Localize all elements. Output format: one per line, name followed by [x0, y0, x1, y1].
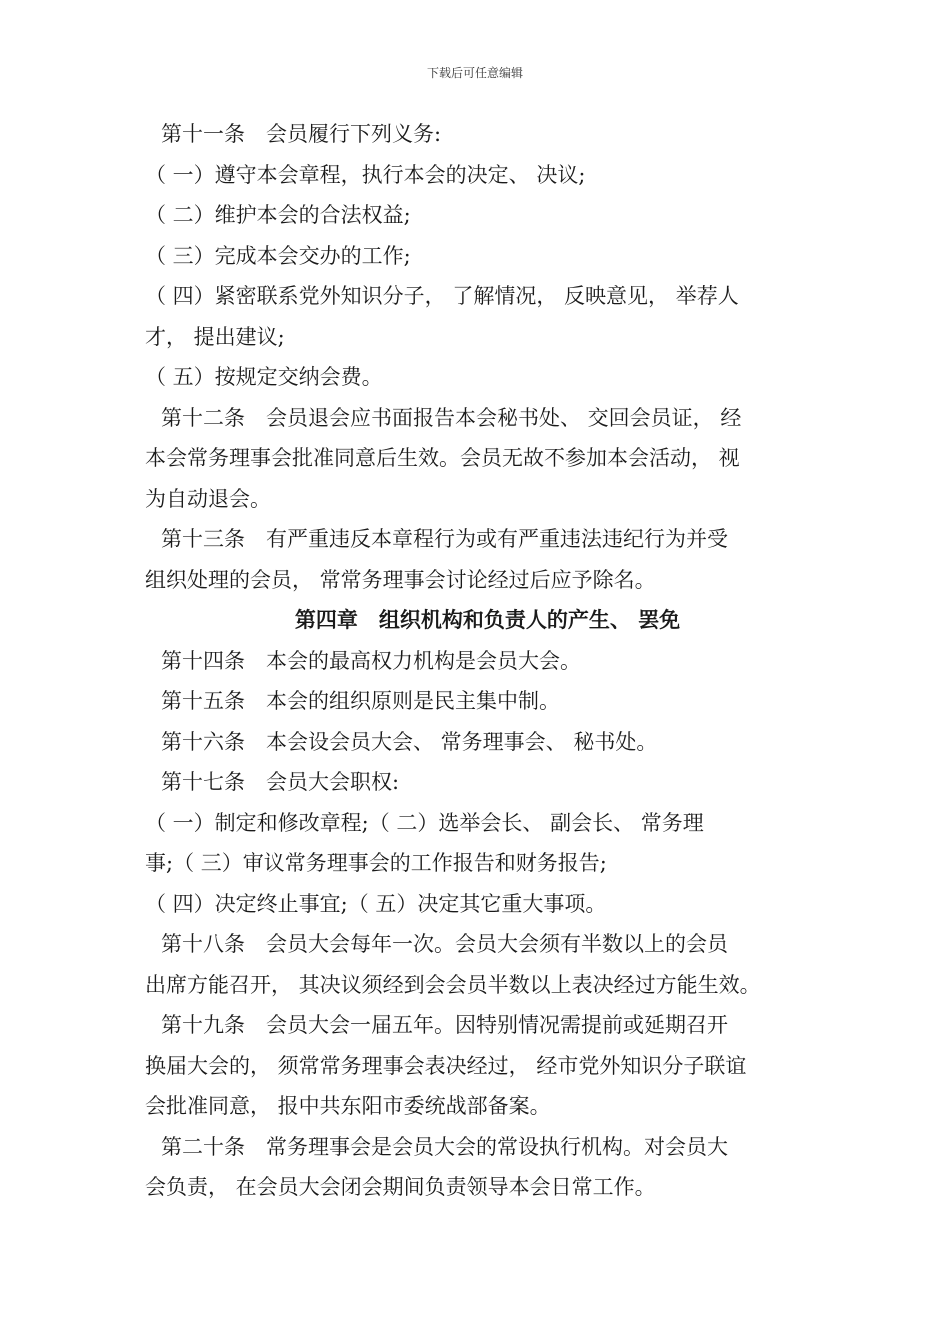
article-18-cont: 出席方能召开， 其决议须经到会会员半数以上表决经过方能生效。 — [145, 972, 761, 997]
article-19-cont: 会批准同意， 报中共东阳市委统战部备案。 — [145, 1094, 551, 1118]
article-11-item-4: （ 四）紧密联系党外知识分子， 了解情况， 反映意见， 举荐人 — [145, 284, 739, 308]
article-15-line: 第十五条 本会的组织原则是民主集中制。 — [161, 689, 560, 713]
article-11-item-2: （ 二）维护本会的合法权益; — [145, 203, 411, 227]
article-11-item-1: （ 一）遵守本会章程，执行本会的决定、 决议; — [145, 162, 586, 187]
page-header-note: 下载后可任意编辑 — [426, 66, 523, 80]
document-body — [145, 114, 810, 1208]
article-17-items-cont: （ 四）决定终止事宜;（ 五）决定其它重大事项。 — [145, 891, 607, 916]
article-11-item-5: （ 五）按规定交纳会费。 — [145, 365, 383, 389]
article-17-items: （ 一）制定和修改章程;（ 二）选举会长、 副会长、 常务理 — [145, 810, 704, 835]
article-18-line: 第十八条 会员大会每年一次。会员大会须有半数以上的会员 — [161, 932, 728, 956]
article-16-line: 第十六条 本会设会员大会、 常务理事会、 秘书处。 — [161, 729, 658, 754]
article-14-line: 第十四条 本会的最高权力机构是会员大会。 — [161, 648, 581, 673]
chapter-4-heading: 第四章 组织机构和负责人的产生、 罢免 — [294, 607, 681, 632]
article-17-line: 第十七条 会员大会职权: — [161, 770, 400, 794]
article-11-line: 第十一条 会员履行下列义务: — [161, 122, 442, 146]
article-12-line: 第十二条 会员退会应书面报告本会秘书处、 交回会员证， 经 — [161, 405, 742, 430]
article-13-cont: 组织处理的会员， 常常务理事会讨论经过后应予除名。 — [145, 567, 656, 592]
article-13-line: 第十三条 有严重违反本章程行为或有严重违法违纪行为并受 — [161, 527, 728, 551]
article-19-line: 第十九条 会员大会一届五年。因特别情况需提前或延期召开 — [161, 1013, 728, 1037]
article-20-line: 第二十条 常务理事会是会员大会的常设执行机构。对会员大 — [161, 1134, 728, 1159]
article-11-item-4-cont: 才， 提出建议; — [145, 324, 285, 349]
article-12-cont: 本会常务理事会批准同意后生效。会员无故不参加本会活动， 视 — [145, 446, 740, 470]
article-20-cont: 会负责， 在会员大会闭会期间负责领导本会日常工作。 — [145, 1175, 656, 1199]
article-19-cont: 换届大会的， 须常常务理事会表决经过， 经市党外知识分子联谊 — [145, 1053, 747, 1078]
article-17-items-cont: 事;（ 三）审议常务理事会的工作报告和财务报告; — [145, 851, 607, 875]
article-12-cont: 为自动退会。 — [145, 486, 271, 511]
article-11-item-3: （ 三）完成本会交办的工作; — [145, 243, 411, 268]
